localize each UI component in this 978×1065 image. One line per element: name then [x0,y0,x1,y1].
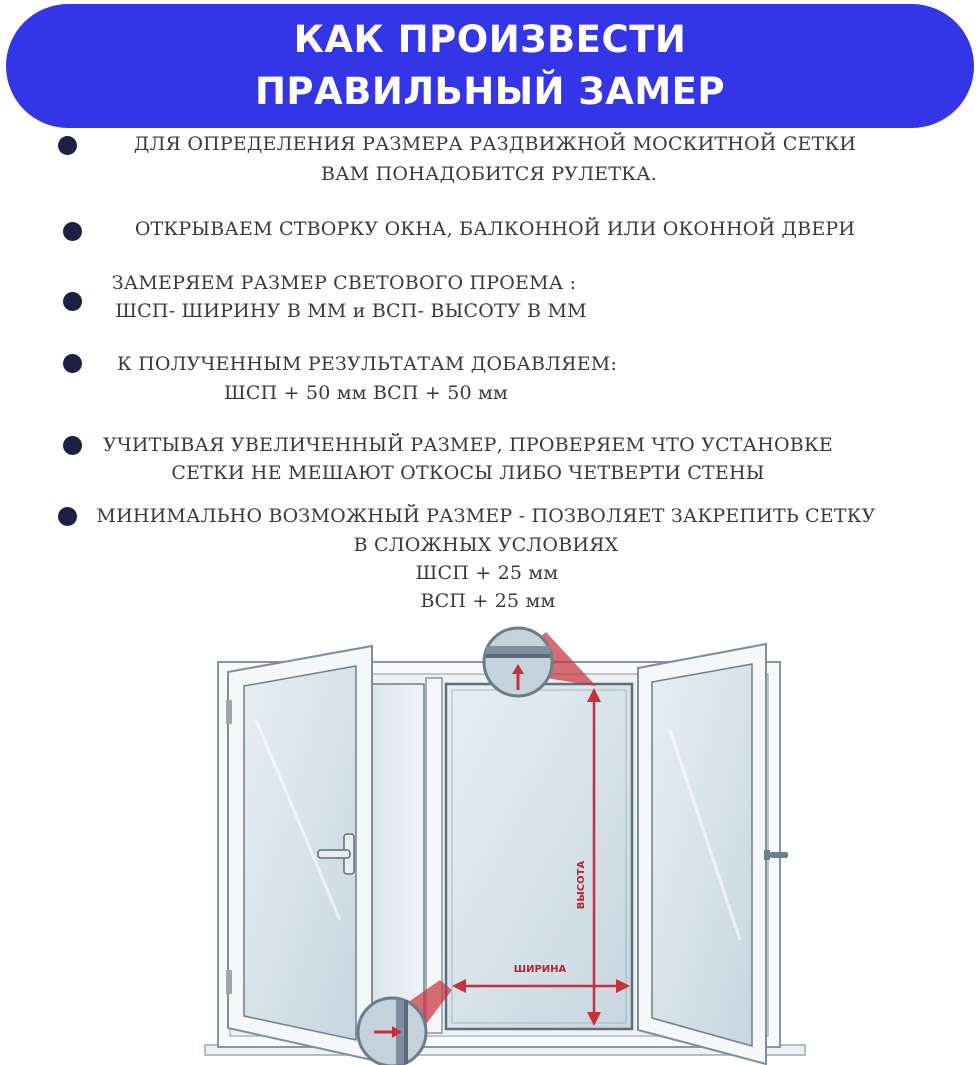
item-4-line-1: К ПОЛУЧЕННЫМ РЕЗУЛЬТАТАМ ДОБАВЛЯЕМ: [116,353,618,375]
item-5-line-2: СЕТКИ НЕ МЕШАЮТ ОТКОСЫ ЛИБО ЧЕТВЕРТИ СТЕНЫ [171,462,765,484]
height-label: ВЫСОТА [576,860,587,910]
item-1-line-1: ДЛЯ ОПРЕДЕЛЕНИЯ РАЗМЕРА РАЗДВИЖНОЙ МОСКИТНОЙ СЕТКИ [133,133,857,155]
header-title-line-2: ПРАВИЛЬНЫЙ ЗАМЕР [254,70,726,113]
header-title-line-1: КАК ПРОИЗВЕСТИ [293,18,687,61]
center-mullion [426,678,442,1033]
left-open-sash [226,646,372,1060]
item-4-line-2: ШСП + 50 мм ВСП + 50 мм [223,382,509,404]
item-3-line-2: ШСП- ШИРИНУ В ММ и ВСП- ВЫСОТУ В ММ [115,300,587,322]
item-1-line-2: ВАМ ПОНАДОБИТСЯ РУЛЕТКА. [321,163,657,185]
item-6-line-4: ВСП + 25 мм [420,590,556,612]
item-6-line-2: В СЛОЖНЫХ УСЛОВИЯХ [353,534,619,556]
header-banner [6,4,974,128]
item-6-line-3: ШСП + 25 мм [415,562,559,584]
item-2-line-1: ОТКРЫВАЕМ СТВОРКУ ОКНА, БАЛКОННОЙ ИЛИ ОКОННОЙ ДВЕРИ [134,218,856,240]
light-opening [446,684,632,1029]
item-5-line-1: УЧИТЫВАЯ УВЕЛИЧЕННЫЙ РАЗМЕР, ПРОВЕРЯЕМ ЧТО УСТАНОВКЕ [103,434,833,456]
width-label: ШИРИНА [513,964,567,975]
item-6-line-1: МИНИМАЛЬНО ВОЗМОЖНЫЙ РАЗМЕР - ПОЗВОЛЯЕТ ЗАКРЕПИТЬ СЕТКУ [96,505,876,527]
window-measurement-illustration [200,620,810,1065]
item-3-line-1: ЗАМЕРЯЕМ РАЗМЕР СВЕТОВОГО ПРОЕМА : [111,272,577,294]
right-open-sash [638,644,788,1064]
